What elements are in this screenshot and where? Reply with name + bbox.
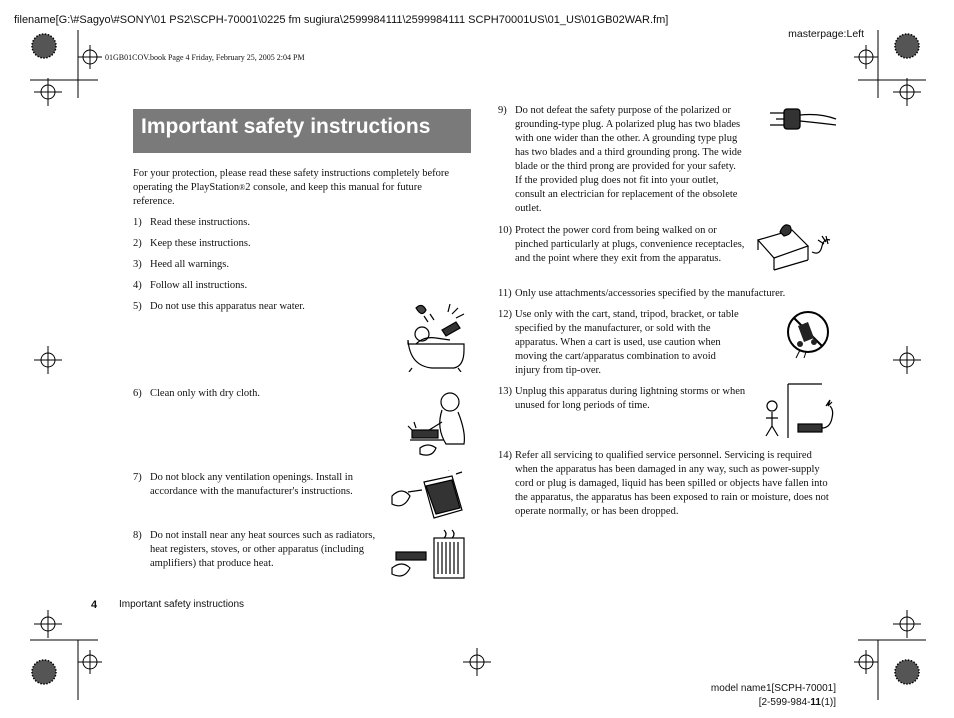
masterpage-label: masterpage:Left xyxy=(788,28,864,40)
list-item: 3) Heed all warnings. xyxy=(133,259,230,270)
part-number-bold: 11 xyxy=(810,697,821,708)
registration-mark-icon: ® xyxy=(239,183,246,192)
list-item: 1) Read these instructions. xyxy=(133,217,251,228)
list-item: 11) Only use attachments/accessories specified by the manufacturer. xyxy=(498,288,786,299)
part-number-line xyxy=(759,697,836,708)
bathtub-illustration xyxy=(402,300,472,372)
list-item: 2) Keep these instructions. xyxy=(133,238,251,249)
footer-section-title: Important safety instructions xyxy=(119,599,245,610)
registration-mark-icon xyxy=(30,610,102,700)
model-name-line: model name1[SCPH-70001] xyxy=(710,683,836,694)
intro-text-before: For your protection, please read these safety instructions completely before operating the PlayStation xyxy=(133,168,450,193)
registration-mark-icon xyxy=(893,346,921,374)
registration-mark-icon xyxy=(854,610,926,700)
lightning-storm-illustration xyxy=(760,380,838,442)
intro-paragraph xyxy=(133,167,463,209)
registration-mark-icon xyxy=(34,346,62,374)
list-item: 10) Protect the power cord from being walked on or pinched particularly at plugs, convenience receptacles, and the point where they exit from the apparatus. xyxy=(498,225,745,264)
registration-mark-icon xyxy=(463,648,491,676)
list-item: 12) Use only with the cart, stand, tripod, bracket, or table specified by the manufacturer, or sold with the apparatus. When a cart is used, use caution when moving the cart/apparatus combination to avoid injury from tip-over. xyxy=(498,309,739,376)
page-title: Important safety instructions xyxy=(141,115,431,138)
book-info: 01GB01COV.book Page 4 Friday, February 25, 2005 2:04 PM xyxy=(105,53,305,62)
cart-tipover-warning-icon xyxy=(784,308,834,362)
intro-text-after: 2 console, and keep this manual for future reference. xyxy=(133,182,422,207)
power-cord-illustration xyxy=(752,222,836,274)
list-item: 8) Do not install near any heat sources such as radiators, heat registers, stoves, or other apparatus (including amplifiers) that produce heat. xyxy=(133,530,376,569)
title-bar xyxy=(133,109,471,153)
cleaning-illustration xyxy=(406,388,472,464)
list-item: 7) Do not block any ventilation openings. Install in accordance with the manufacturer's instructions. xyxy=(133,472,353,497)
list-item: 5) Do not use this apparatus near water. xyxy=(133,301,305,312)
list-item: 9) Do not defeat the safety purpose of the polarized or grounding-type plug. A polarized plug has two blades with one wider than the other. A grounding type plug has two blades and a third grounding prong. The wide blade or the third prong are provided for your safety. If the provided plug does not fit into your outlet, consult an electrician for replacement of the obsolete outlet. xyxy=(498,105,742,214)
list-item: 6) Clean only with dry cloth. xyxy=(133,388,260,399)
filename-header: filename[G:\#Sagyo\#SONY\01 PS2\SCPH-70001\0225 fm sugiura\2599984111\2599984111 SCPH70001US\01_US\01GB02WAR.fm] xyxy=(14,14,669,26)
list-item: 4) Follow all instructions. xyxy=(133,280,248,291)
list-item: 14) Refer all servicing to qualified service personnel. Servicing is required when the apparatus has been damaged in any way, such as power-supply cord or plug is damaged, liquid has been spilled or objects have fallen into the apparatus, the apparatus has been exposed to rain or moisture, does not operate normally, or has been dropped. xyxy=(498,450,829,517)
plug-illustration xyxy=(768,105,838,135)
part-number-prefix: [2-599-984- xyxy=(758,697,811,708)
page-number: 4 xyxy=(91,599,98,611)
heater-illustration xyxy=(388,528,472,584)
list-item: 13) Unplug this apparatus during lightning storms or when unused for long periods of time. xyxy=(498,386,746,411)
part-number-suffix: (1)] xyxy=(821,697,836,708)
ventilation-illustration xyxy=(386,470,472,526)
